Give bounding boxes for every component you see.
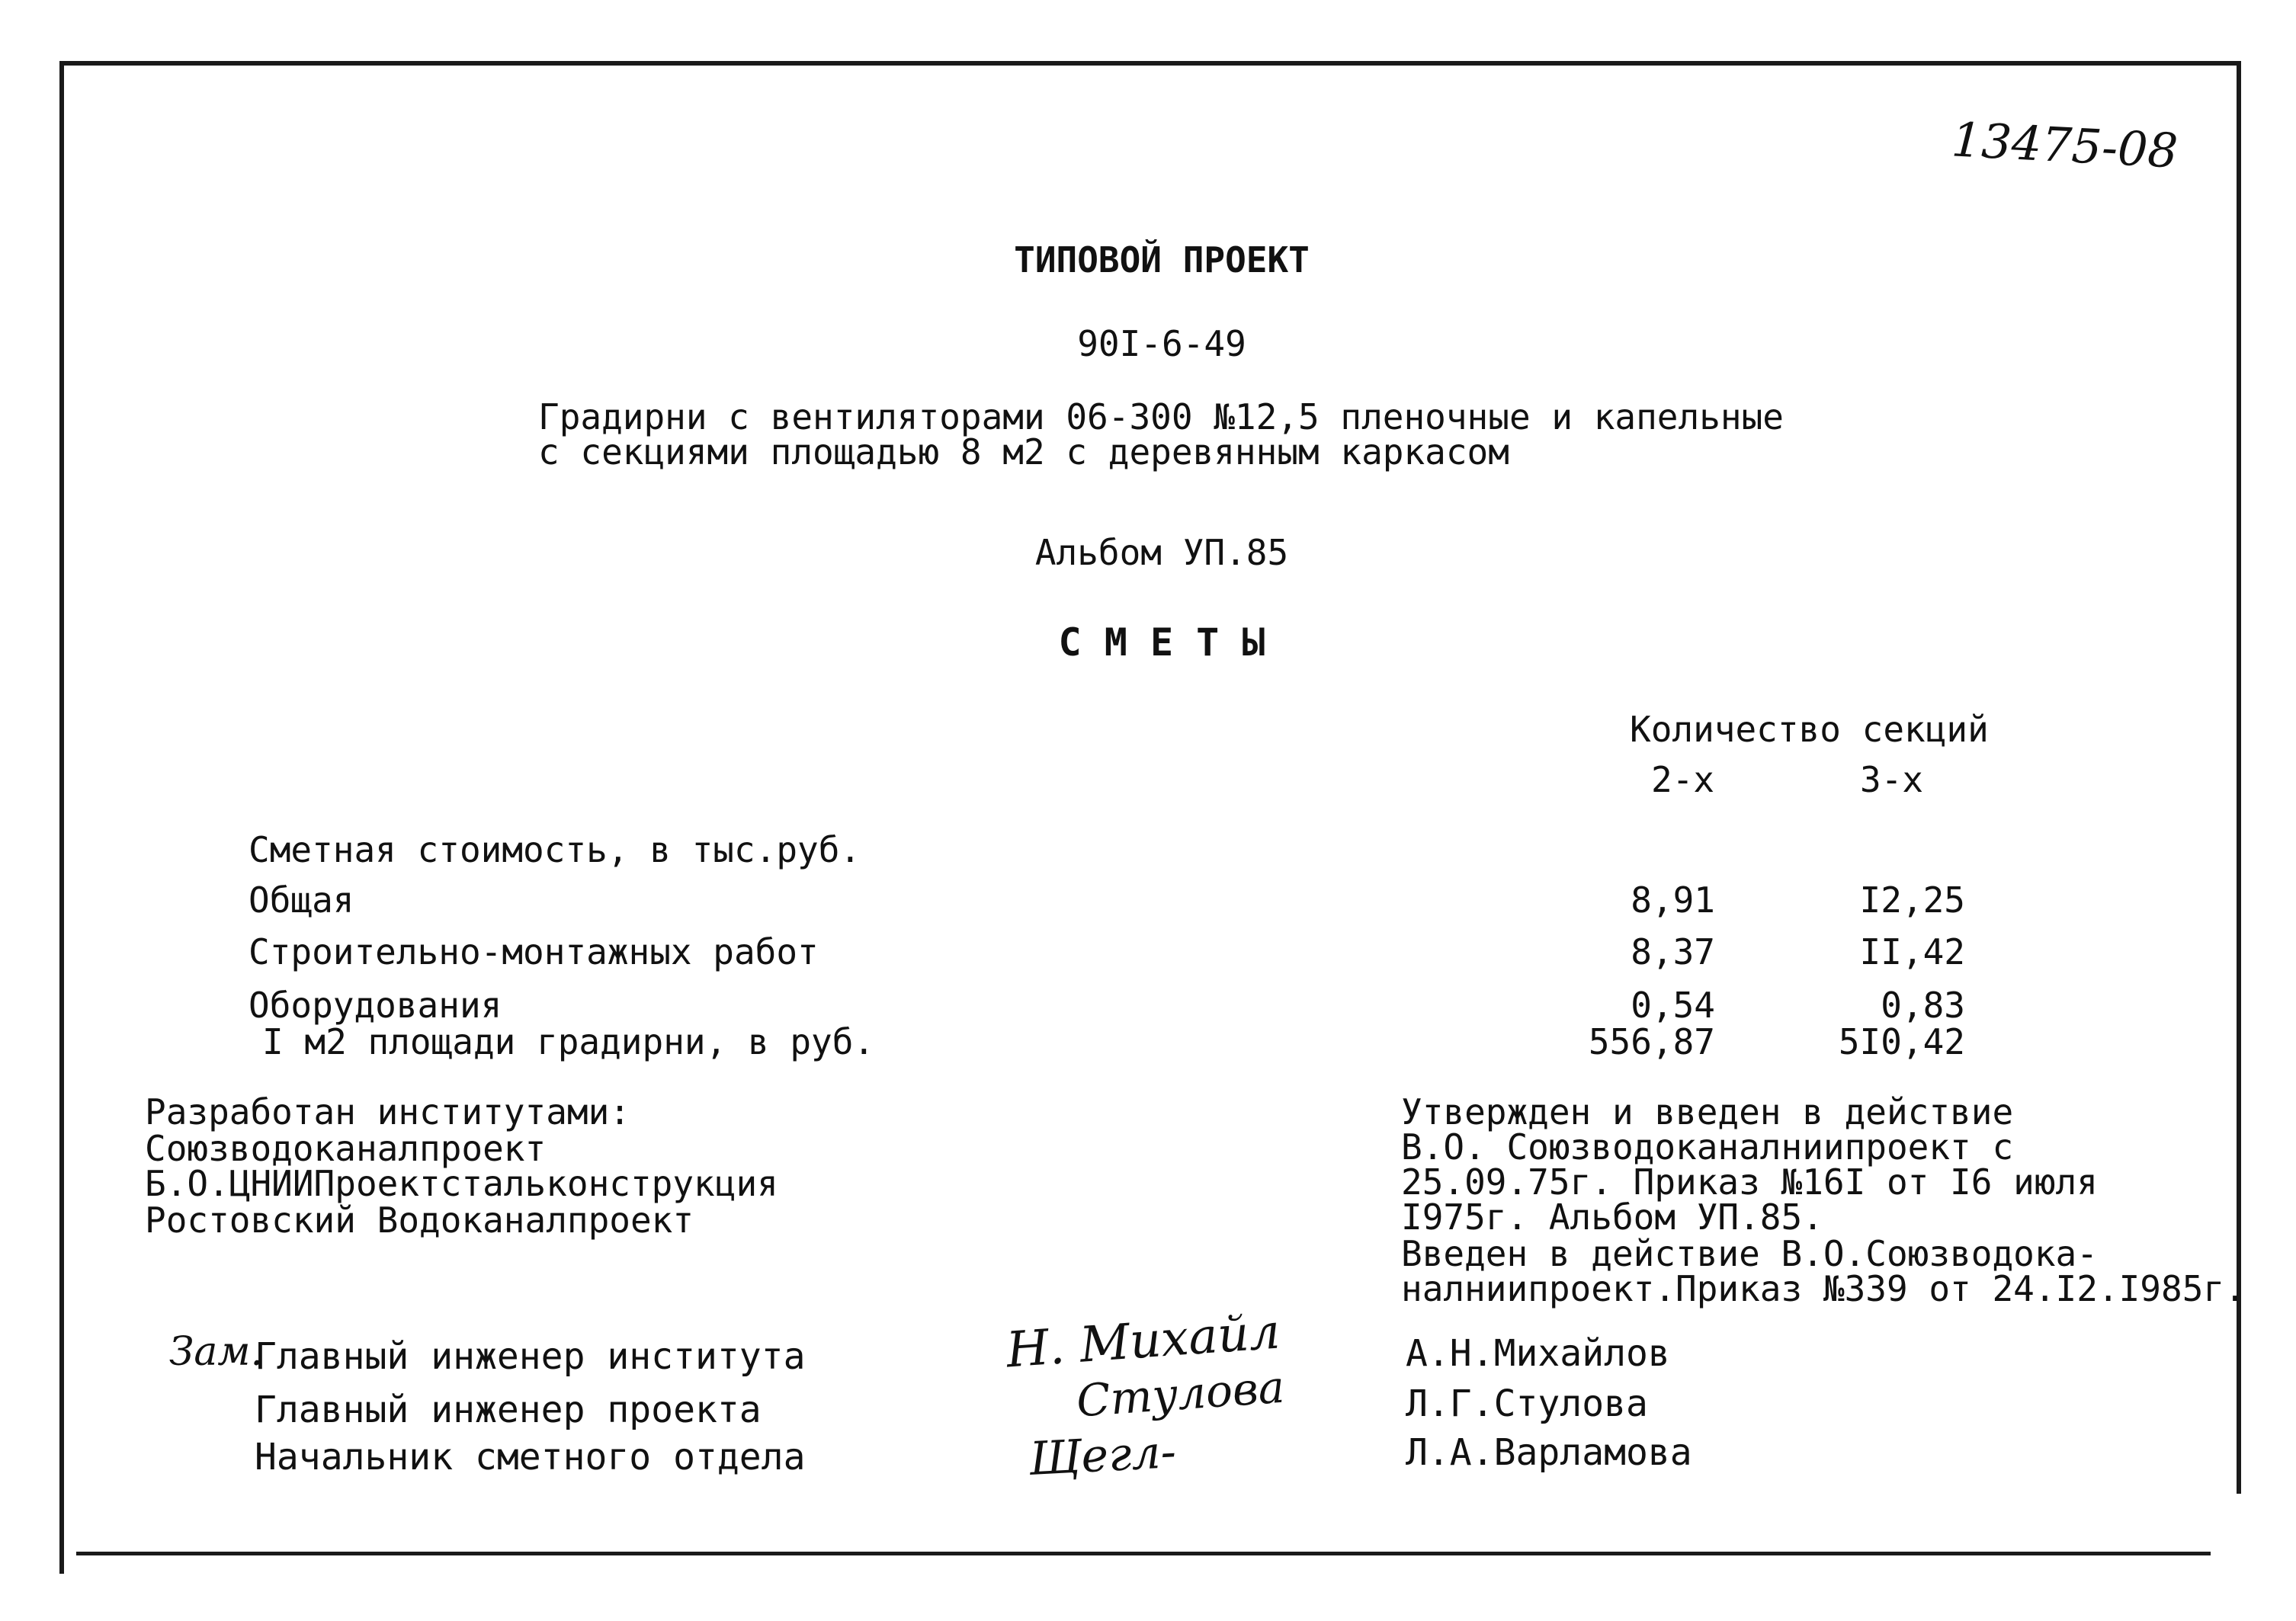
row-value-construction-2: 8,37: [1631, 931, 1715, 972]
approved-line: В.О. Союзводоканалниипроект с: [1401, 1126, 2014, 1168]
signatory-name: Л.А.Варламова: [1406, 1431, 1692, 1474]
row-value-equipment-2: 0,54: [1631, 985, 1715, 1026]
row-value-per-m2-2: 556,87: [1588, 1021, 1715, 1062]
approved-line: Утвержден и введен в действие: [1401, 1091, 2014, 1132]
row-label-per-m2: I м2 площади градирни, в руб.: [262, 1021, 875, 1062]
approved-line: I975г. Альбом УП.85.: [1401, 1197, 1823, 1238]
column-header-3: 3-х: [1860, 759, 1924, 800]
table-caption: Сметная стоимость, в тыс.руб.: [249, 829, 861, 870]
approved-line: 25.09.75г. Приказ №16I от I6 июля: [1401, 1161, 2098, 1203]
handwritten-signature: Н. Михайл: [1004, 1303, 1282, 1379]
signatory-name: Л.Г.Стулова: [1406, 1382, 1648, 1425]
row-label-construction: Строительно-монтажных работ: [249, 931, 819, 972]
row-label-total: Общая: [249, 879, 354, 921]
row-value-equipment-3: 0,83: [1881, 985, 1965, 1026]
developed-heading: Разработан институтами:: [145, 1091, 630, 1132]
album-title: Альбом УП.85: [1034, 532, 1289, 573]
title-line-2: с секциями площадью 8 м2 с деревянным каркасом: [538, 431, 1509, 473]
developer-item: Ростовский Водоканалпроект: [145, 1200, 694, 1241]
signatory-name: А.Н.Михайлов: [1406, 1332, 1670, 1375]
signatory-role: Главный инженер института: [255, 1335, 806, 1378]
row-label-equipment: Оборудования: [249, 985, 502, 1026]
handwritten-signature: Стулова: [1074, 1360, 1287, 1427]
title-line-1: Градирни с вентиляторами 06-300 №12,5 пленочные и капельные: [538, 396, 1784, 437]
row-value-total-3: I2,25: [1859, 879, 1965, 921]
project-number: 90I-6-49: [1077, 323, 1246, 364]
approved-line: налниипроект.Приказ №339 от 24.I2.I985г.: [1401, 1268, 2246, 1309]
column-header-2: 2-х: [1651, 759, 1715, 800]
deputy-prefix: Зам.: [169, 1329, 264, 1375]
row-value-construction-3: II,42: [1859, 931, 1965, 972]
handwritten-signature: Щегл-: [1028, 1425, 1178, 1486]
approved-line: Введен в действие В.О.Союзводока-: [1401, 1233, 2098, 1274]
section-title: С М Е Т Ы: [1058, 620, 1265, 665]
table-header: Количество секций: [1630, 709, 1989, 750]
row-value-per-m2-3: 5I0,42: [1838, 1021, 1965, 1062]
signatory-role: Главный инженер проекта: [255, 1389, 762, 1431]
signatory-role: Начальник сметного отдела: [255, 1436, 806, 1478]
developer-item: Б.О.ЦНИИПроектстальконструкция: [145, 1163, 778, 1204]
frame-left-border: [59, 61, 64, 1574]
developer-item: Союзводоканалпроект: [145, 1128, 547, 1169]
inventory-number: 13475-08: [1950, 111, 2179, 179]
frame-top-border: [59, 61, 2241, 66]
doc-type: ТИПОВОЙ ПРОЕКТ: [1014, 239, 1310, 280]
row-value-total-2: 8,91: [1631, 879, 1715, 921]
frame-bottom-border: [76, 1552, 2211, 1555]
